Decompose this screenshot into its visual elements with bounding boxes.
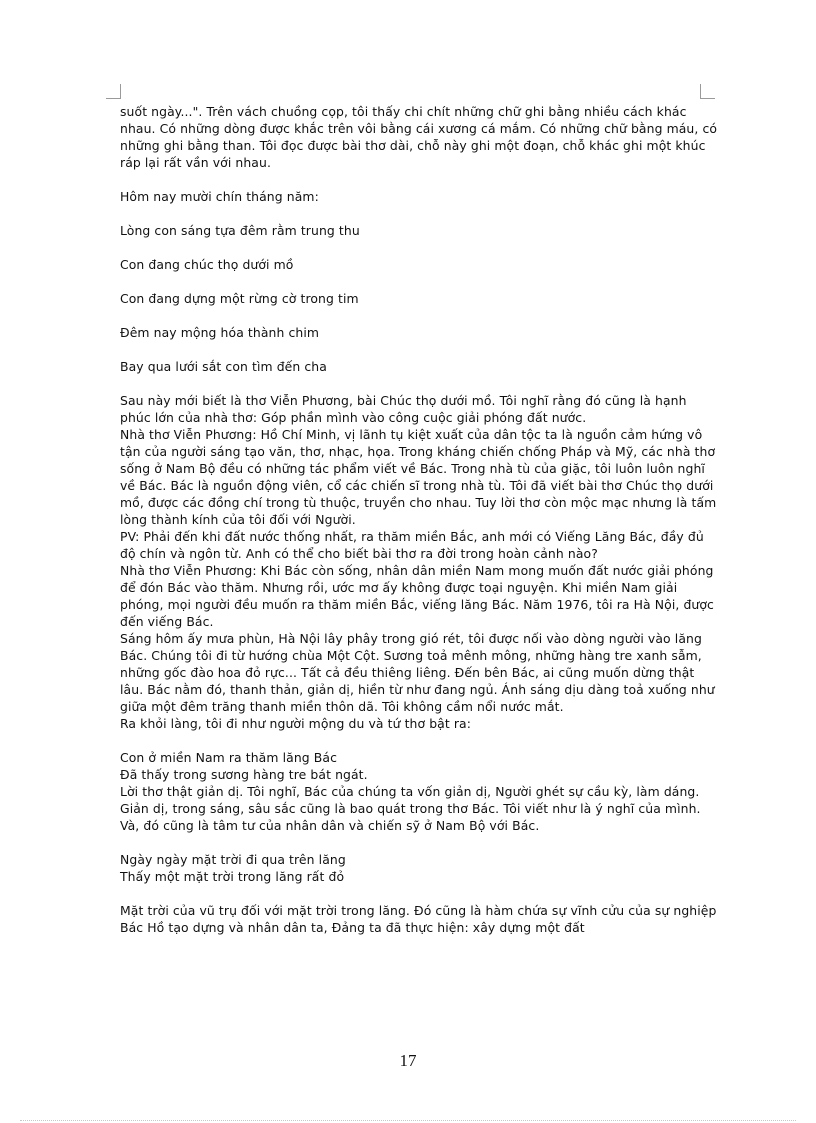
paragraph: Sáng hôm ấy mưa phùn, Hà Nội lây phây trong gió rét, tôi được nối vào dòng người vào lăng Bác. Chúng tôi đi từ hướng chùa Một Cột. Sương toả mênh mông, những hàng tre xanh sẫm, những gốc đào hoa đỏ rực... Tất cả đều thiêng liêng. Đến bên Bác, ai cũng muốn dừng thật lâu. Bác nằm đó, thanh thản, giản dị, hiền từ như đang ngủ. Ánh sáng dịu dàng toả xuống như giữa một đêm trăng thanh miền thôn dã. Tôi không cầm nổi nước mắt.	[120, 631, 715, 714]
paragraph: Ra khỏi làng, tôi đi như người mộng du và tứ thơ bật ra:	[120, 716, 472, 731]
page-number: 17	[399, 1051, 417, 1070]
paragraph: Nhà thơ Viễn Phương: Khi Bác còn sống, nhân dân miền Nam mong muốn đất nước giải phóng để đón Bác vào thăm. Nhưng rồi, ước mơ ấy không được toại nguyện. Khi miền Nam giải phóng, mọi người đều muốn ra thăm miền Bắc, viếng lăng Bác. Năm 1976, tôi ra Hà Nội, được đến viếng Bác.	[120, 563, 714, 629]
crop-mark-top-left	[106, 84, 121, 99]
paragraph: Sau này mới biết là thơ Viễn Phương, bài Chúc thọ dưới mồ. Tôi nghĩ rằng đó cũng là hạnh phúc lớn của nhà thơ: Góp phần mình vào công cuộc giải phóng đất nước.	[120, 393, 687, 425]
paragraph: suốt ngày...". Trên vách chuồng cọp, tôi thấy chi chít những chữ ghi bằng nhiều cách khác nhau. Có những dòng được khắc trên vôi bằng cái xương cá mắm. Có những chữ bằng máu, có những ghi bằng than. Tôi đọc được bài thơ dài, chỗ này ghi một đoạn, chỗ khác ghi một khúc ráp lại rất vần với nhau.	[120, 104, 718, 170]
poem-line: Con đang dựng một rừng cờ trong tim	[120, 291, 359, 306]
poem-line: Lòng con sáng tựa đêm rằm trung thu	[120, 223, 360, 238]
body-text	[120, 103, 720, 936]
paragraph: Mặt trời của vũ trụ đối với mặt trời trong lăng. Đó cũng là hàm chứa sự vĩnh cửu của sự nghiệp Bác Hồ tạo dựng và nhân dân ta, Đảng ta đã thực hiện: xây dựng một đất	[120, 903, 717, 935]
verse-line: Con ở miền Nam ra thăm lăng Bác	[120, 750, 337, 765]
paragraph: Nhà thơ Viễn Phương: Hồ Chí Minh, vị lãnh tụ kiệt xuất của dân tộc ta là nguồn cảm hứng vô tận của người sáng tạo văn, thơ, nhạc, họa. Trong kháng chiến chống Pháp và Mỹ, các nhà thơ sống ở Nam Bộ đều có những tác phẩm viết về Bác. Trong nhà tù của giặc, tôi luôn luôn nghĩ về Bác. Bác là nguồn động viên, cổ các chiến sĩ trong nhà tù. Tôi đã viết bài thơ Chúc thọ dưới mồ, được các đồng chí trong tù thuộc, truyền cho nhau. Tuy lời thơ còn mộc mạc nhưng là tấm lòng thành kính của tôi đối với Người.	[120, 427, 717, 527]
verse-line: Đã thấy trong sương hàng tre bát ngát.	[120, 767, 368, 782]
poem-line: Bay qua lưới sắt con tìm đến cha	[120, 359, 327, 374]
verse-line: Thấy một mặt trời trong lăng rất đỏ	[120, 869, 345, 884]
poem-line: Đêm nay mộng hóa thành chim	[120, 325, 320, 340]
paragraph: PV: Phải đến khi đất nước thống nhất, ra thăm miền Bắc, anh mới có Viếng Lăng Bác, đầy đủ độ chín và ngôn từ. Anh có thể cho biết bài thơ ra đời trong hoàn cảnh nào?	[120, 529, 704, 561]
poem-line: Con đang chúc thọ dưới mồ	[120, 257, 294, 272]
date-line: Hôm nay mười chín tháng năm:	[120, 189, 319, 204]
crop-mark-top-right	[700, 84, 715, 99]
paragraph: Lời thơ thật giản dị. Tôi nghĩ, Bác của chúng ta vốn giản dị, Người ghét sự cầu kỳ, làm dáng. Giản dị, trong sáng, sâu sắc cũng là bao quát trong thơ Bác. Tôi viết như là ý nghĩ của mình. Và, đó cũng là tâm tư của nhân dân và chiến sỹ ở Nam Bộ với Bác.	[120, 784, 701, 833]
page-bottom-rule	[20, 1120, 796, 1121]
verse-line: Ngày ngày mặt trời đi qua trên lăng	[120, 852, 346, 867]
